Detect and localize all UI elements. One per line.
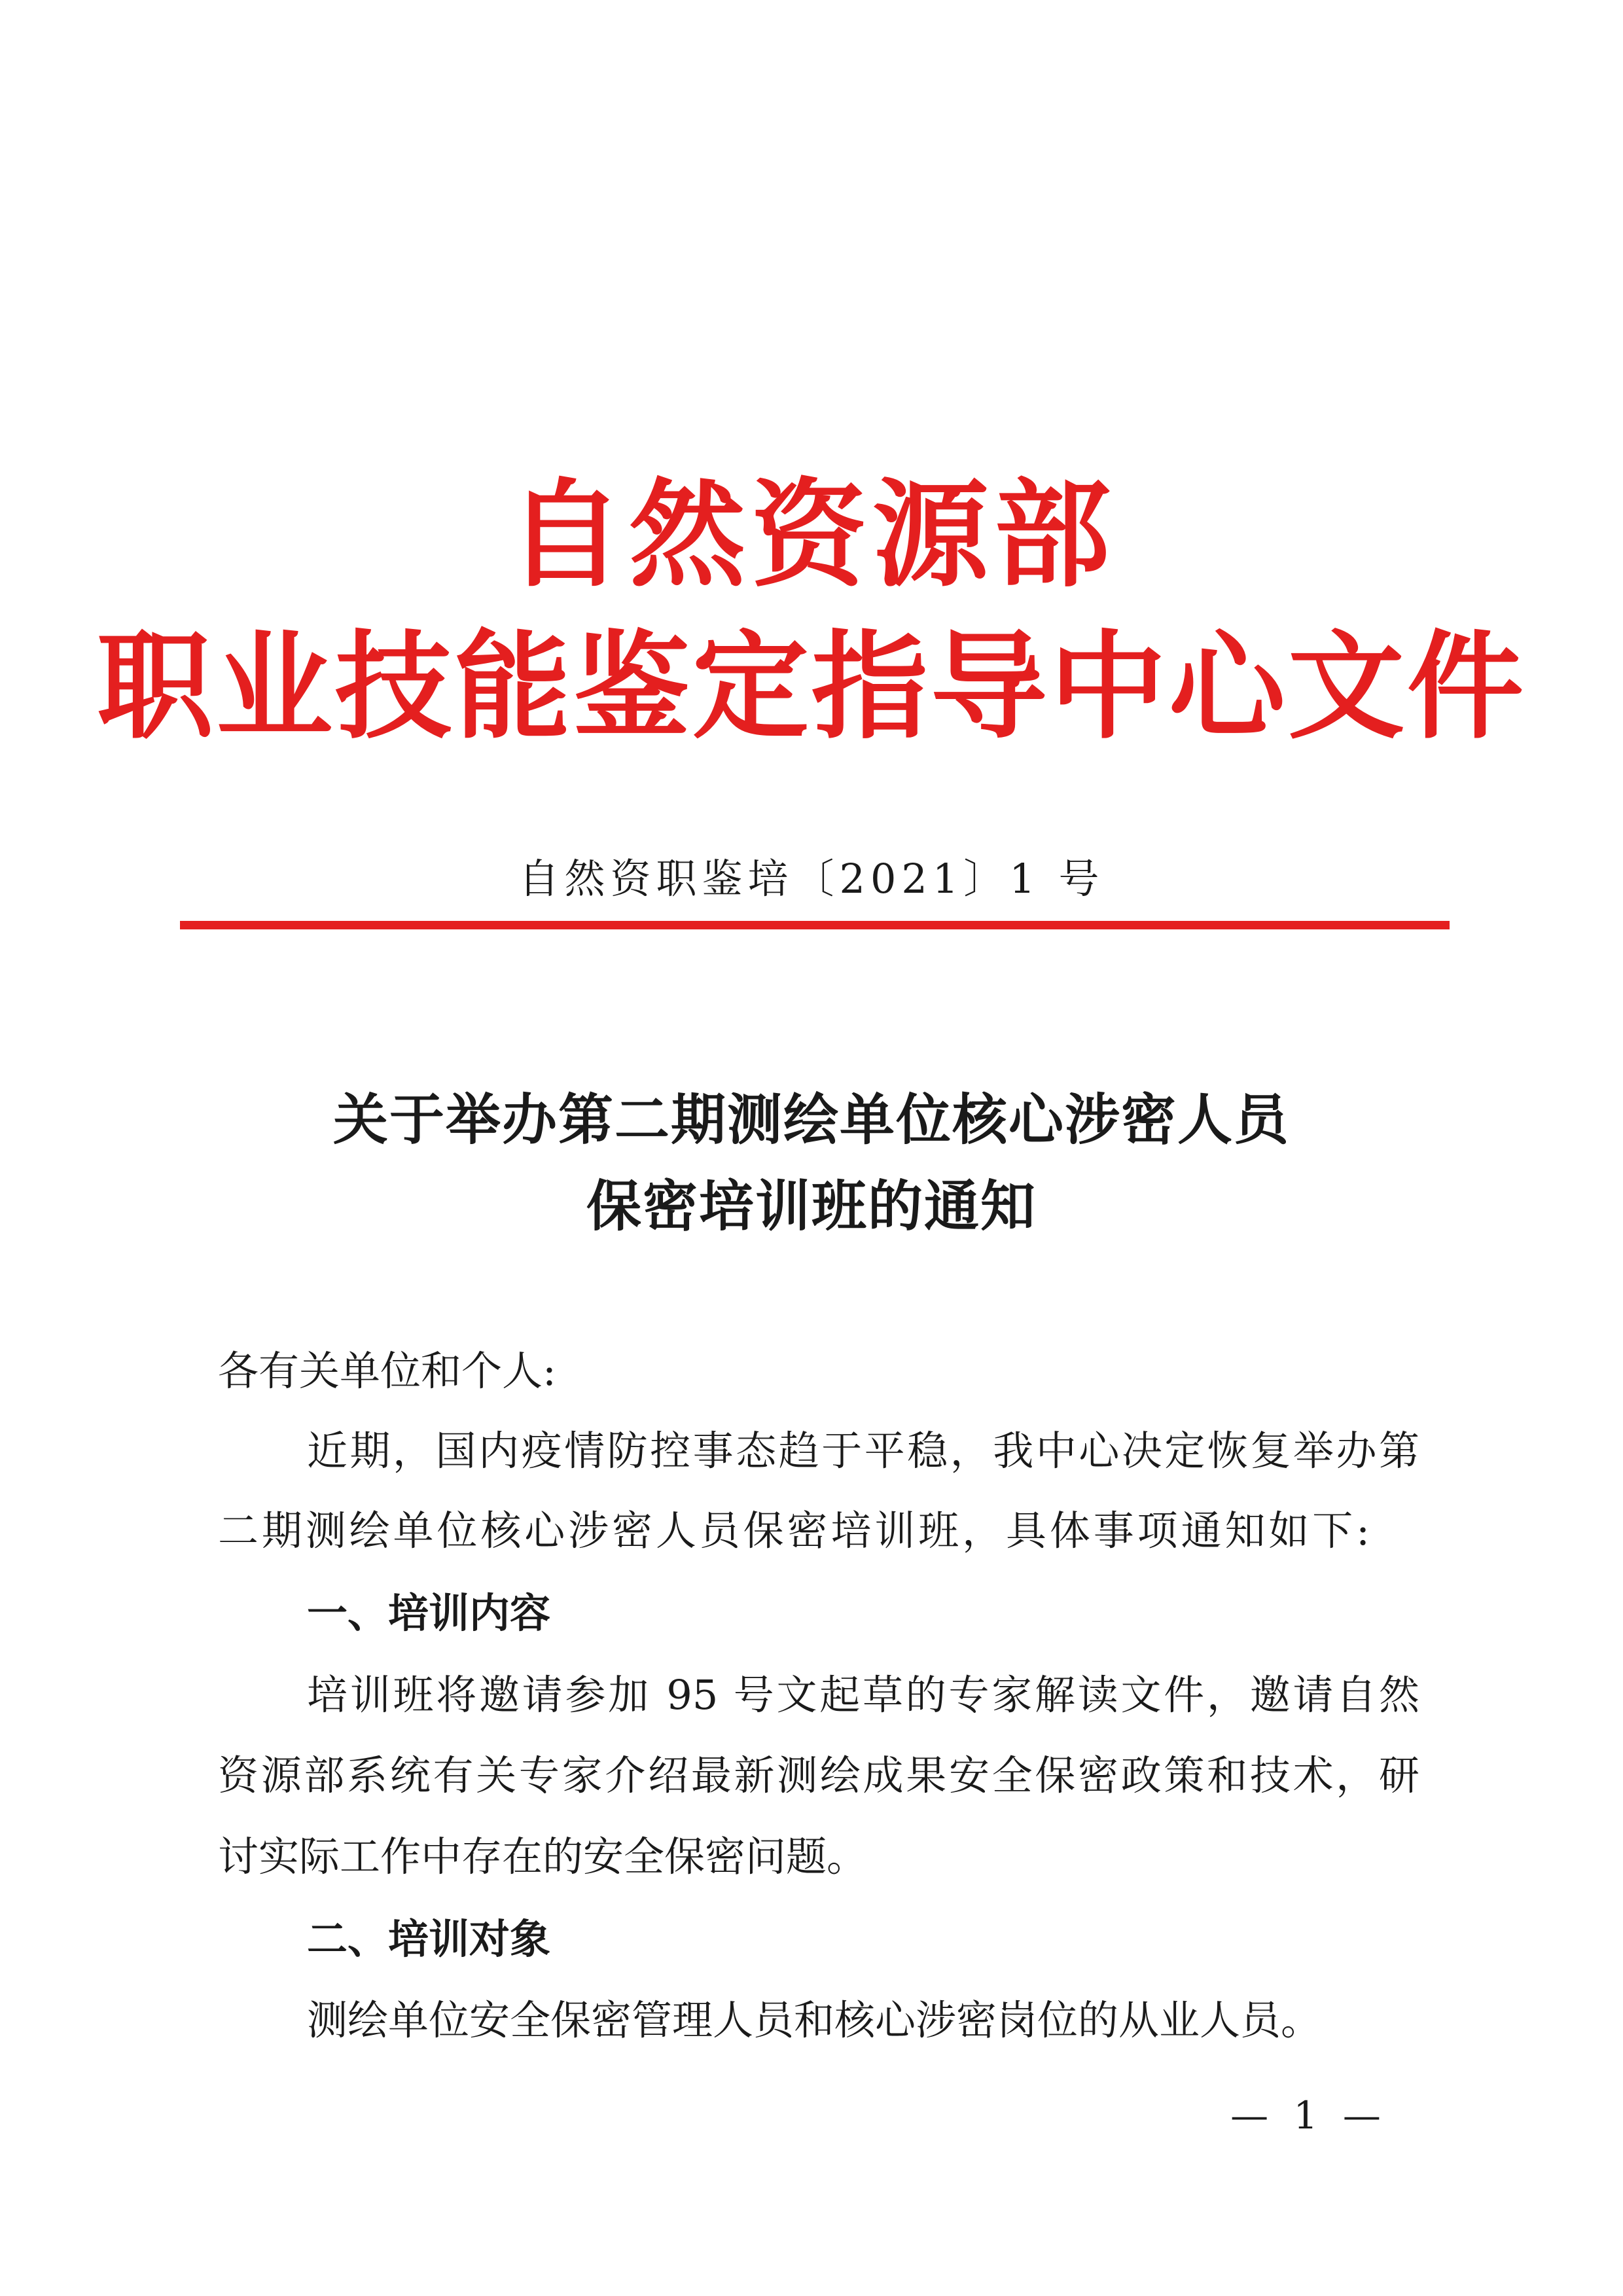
red-separator-rule [180,921,1450,929]
section-heading-training-content: 一、培训内容 [307,1589,551,1637]
salutation: 各有关单位和个人: [218,1347,556,1395]
issuer-header-line1: 自然资源部 [507,467,1116,603]
issuer-header-line2: 职业技能鉴定指导中心文件 [97,619,1526,755]
section-text-line: 讨实际工作中存在的安全保密问题。 [218,1833,868,1880]
notice-title-line2: 保密培训班的通知 [586,1174,1037,1238]
section-text-line: 资源部系统有关专家介绍最新测绘成果安全保密政策和技术，研 [218,1751,1419,1799]
section-text-line: 测绘单位安全保密管理人员和核心涉密岗位的从业人员。 [307,1996,1322,2044]
intro-line: 近期，国内疫情防控事态趋于平稳，我中心决定恢复举办第 [307,1427,1419,1475]
notice-title-line1: 关于举办第二期测绘单位核心涉密人员 [332,1088,1290,1152]
page-number: — 1 — [1230,2093,1387,2138]
intro-line: 二期测绘单位核心涉密人员保密培训班，具体事项通知如下: [218,1507,1370,1554]
section-text-line: 培训班将邀请参加 95 号文起草的专家解读文件，邀请自然 [307,1671,1419,1719]
section-heading-training-targets: 二、培训对象 [307,1915,551,1963]
document-number: 自然资职鉴培〔2021〕1 号 [518,855,1105,903]
